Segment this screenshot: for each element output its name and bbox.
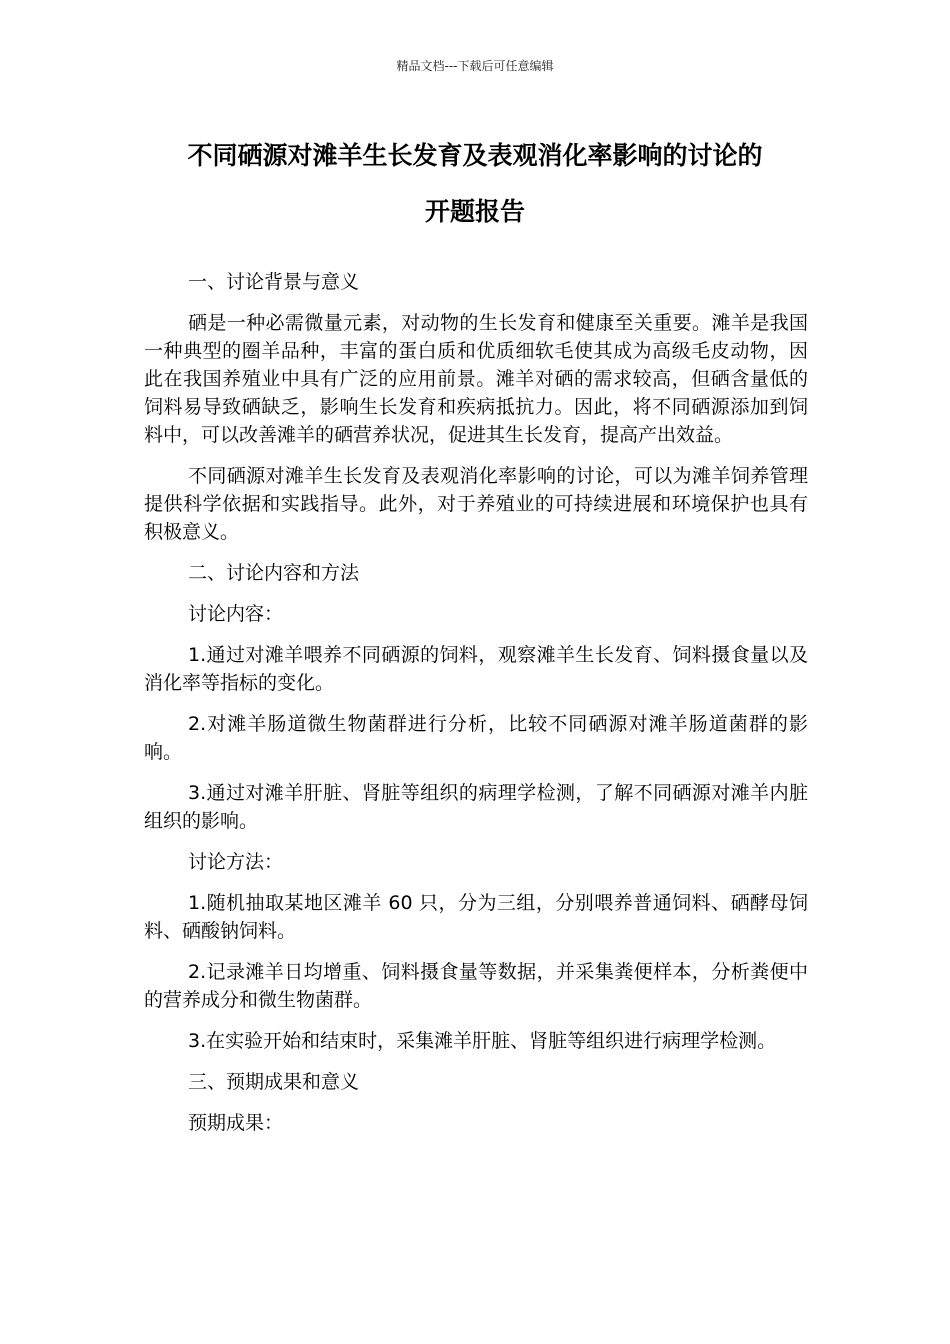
header-note: 精品文档---下载后可任意编辑 — [396, 59, 554, 73]
content-item-1: 1.通过对滩羊喂养不同硒源的饲料，观察滩羊生长发育、饲料摄食量以及消化率等指标的变化。 — [144, 644, 808, 694]
section-heading-background: 一、讨论背景与意义 — [188, 271, 360, 293]
subheading-methods: 讨论方法： — [188, 851, 284, 873]
section-heading-content-methods: 二、讨论内容和方法 — [188, 562, 360, 584]
subheading-expected-results: 预期成果： — [188, 1112, 284, 1134]
content-item-2: 2.对滩羊肠道微生物菌群进行分析，比较不同硒源对滩羊肠道菌群的影响。 — [144, 713, 808, 763]
document-title — [120, 128, 830, 240]
title-line-1: 不同硒源对滩羊生长发育及表观消化率影响的讨论的 — [187, 141, 763, 170]
method-item-3: 3.在实验开始和结束时，采集滩羊肝脏、肾脏等组织进行病理学检测。 — [188, 1030, 777, 1052]
subheading-content: 讨论内容： — [188, 603, 284, 625]
method-item-1: 1.随机抽取某地区滩羊 60 只，分为三组，分别喂养普通饲料、硒酵母饲料、硒酸钠饲料。 — [144, 892, 808, 942]
paragraph-background: 硒是一种必需微量元素，对动物的生长发育和健康至关重要。滩羊是我国一种典型的圈羊品种，丰富的蛋白质和优质细软毛使其成为高级毛皮动物，因此在我国养殖业中具有广泛的应用前景。滩羊对硒的需求较高，但硒含量低的饲料易导致硒缺乏，影响生长发育和疾病抵抗力。因此，将不同硒源添加到饲料中，可以改善滩羊的硒营养状况，促进其生长发育，提高产出效益。 — [144, 312, 808, 446]
paragraph-significance: 不同硒源对滩羊生长发育及表观消化率影响的讨论，可以为滩羊饲养管理提供科学依据和实践指导。此外，对于养殖业的可持续进展和环境保护也具有积极意义。 — [144, 465, 808, 543]
document-body — [144, 268, 808, 1150]
section-heading-expected: 三、预期成果和意义 — [188, 1071, 360, 1093]
title-line-2: 开题报告 — [424, 197, 525, 226]
content-item-3: 3.通过对滩羊肝脏、肾脏等组织的病理学检测，了解不同硒源对滩羊内脏组织的影响。 — [144, 782, 808, 832]
method-item-2: 2.记录滩羊日均增重、饲料摄食量等数据，并采集粪便样本，分析粪便中的营养成分和微生物菌群。 — [144, 961, 808, 1011]
